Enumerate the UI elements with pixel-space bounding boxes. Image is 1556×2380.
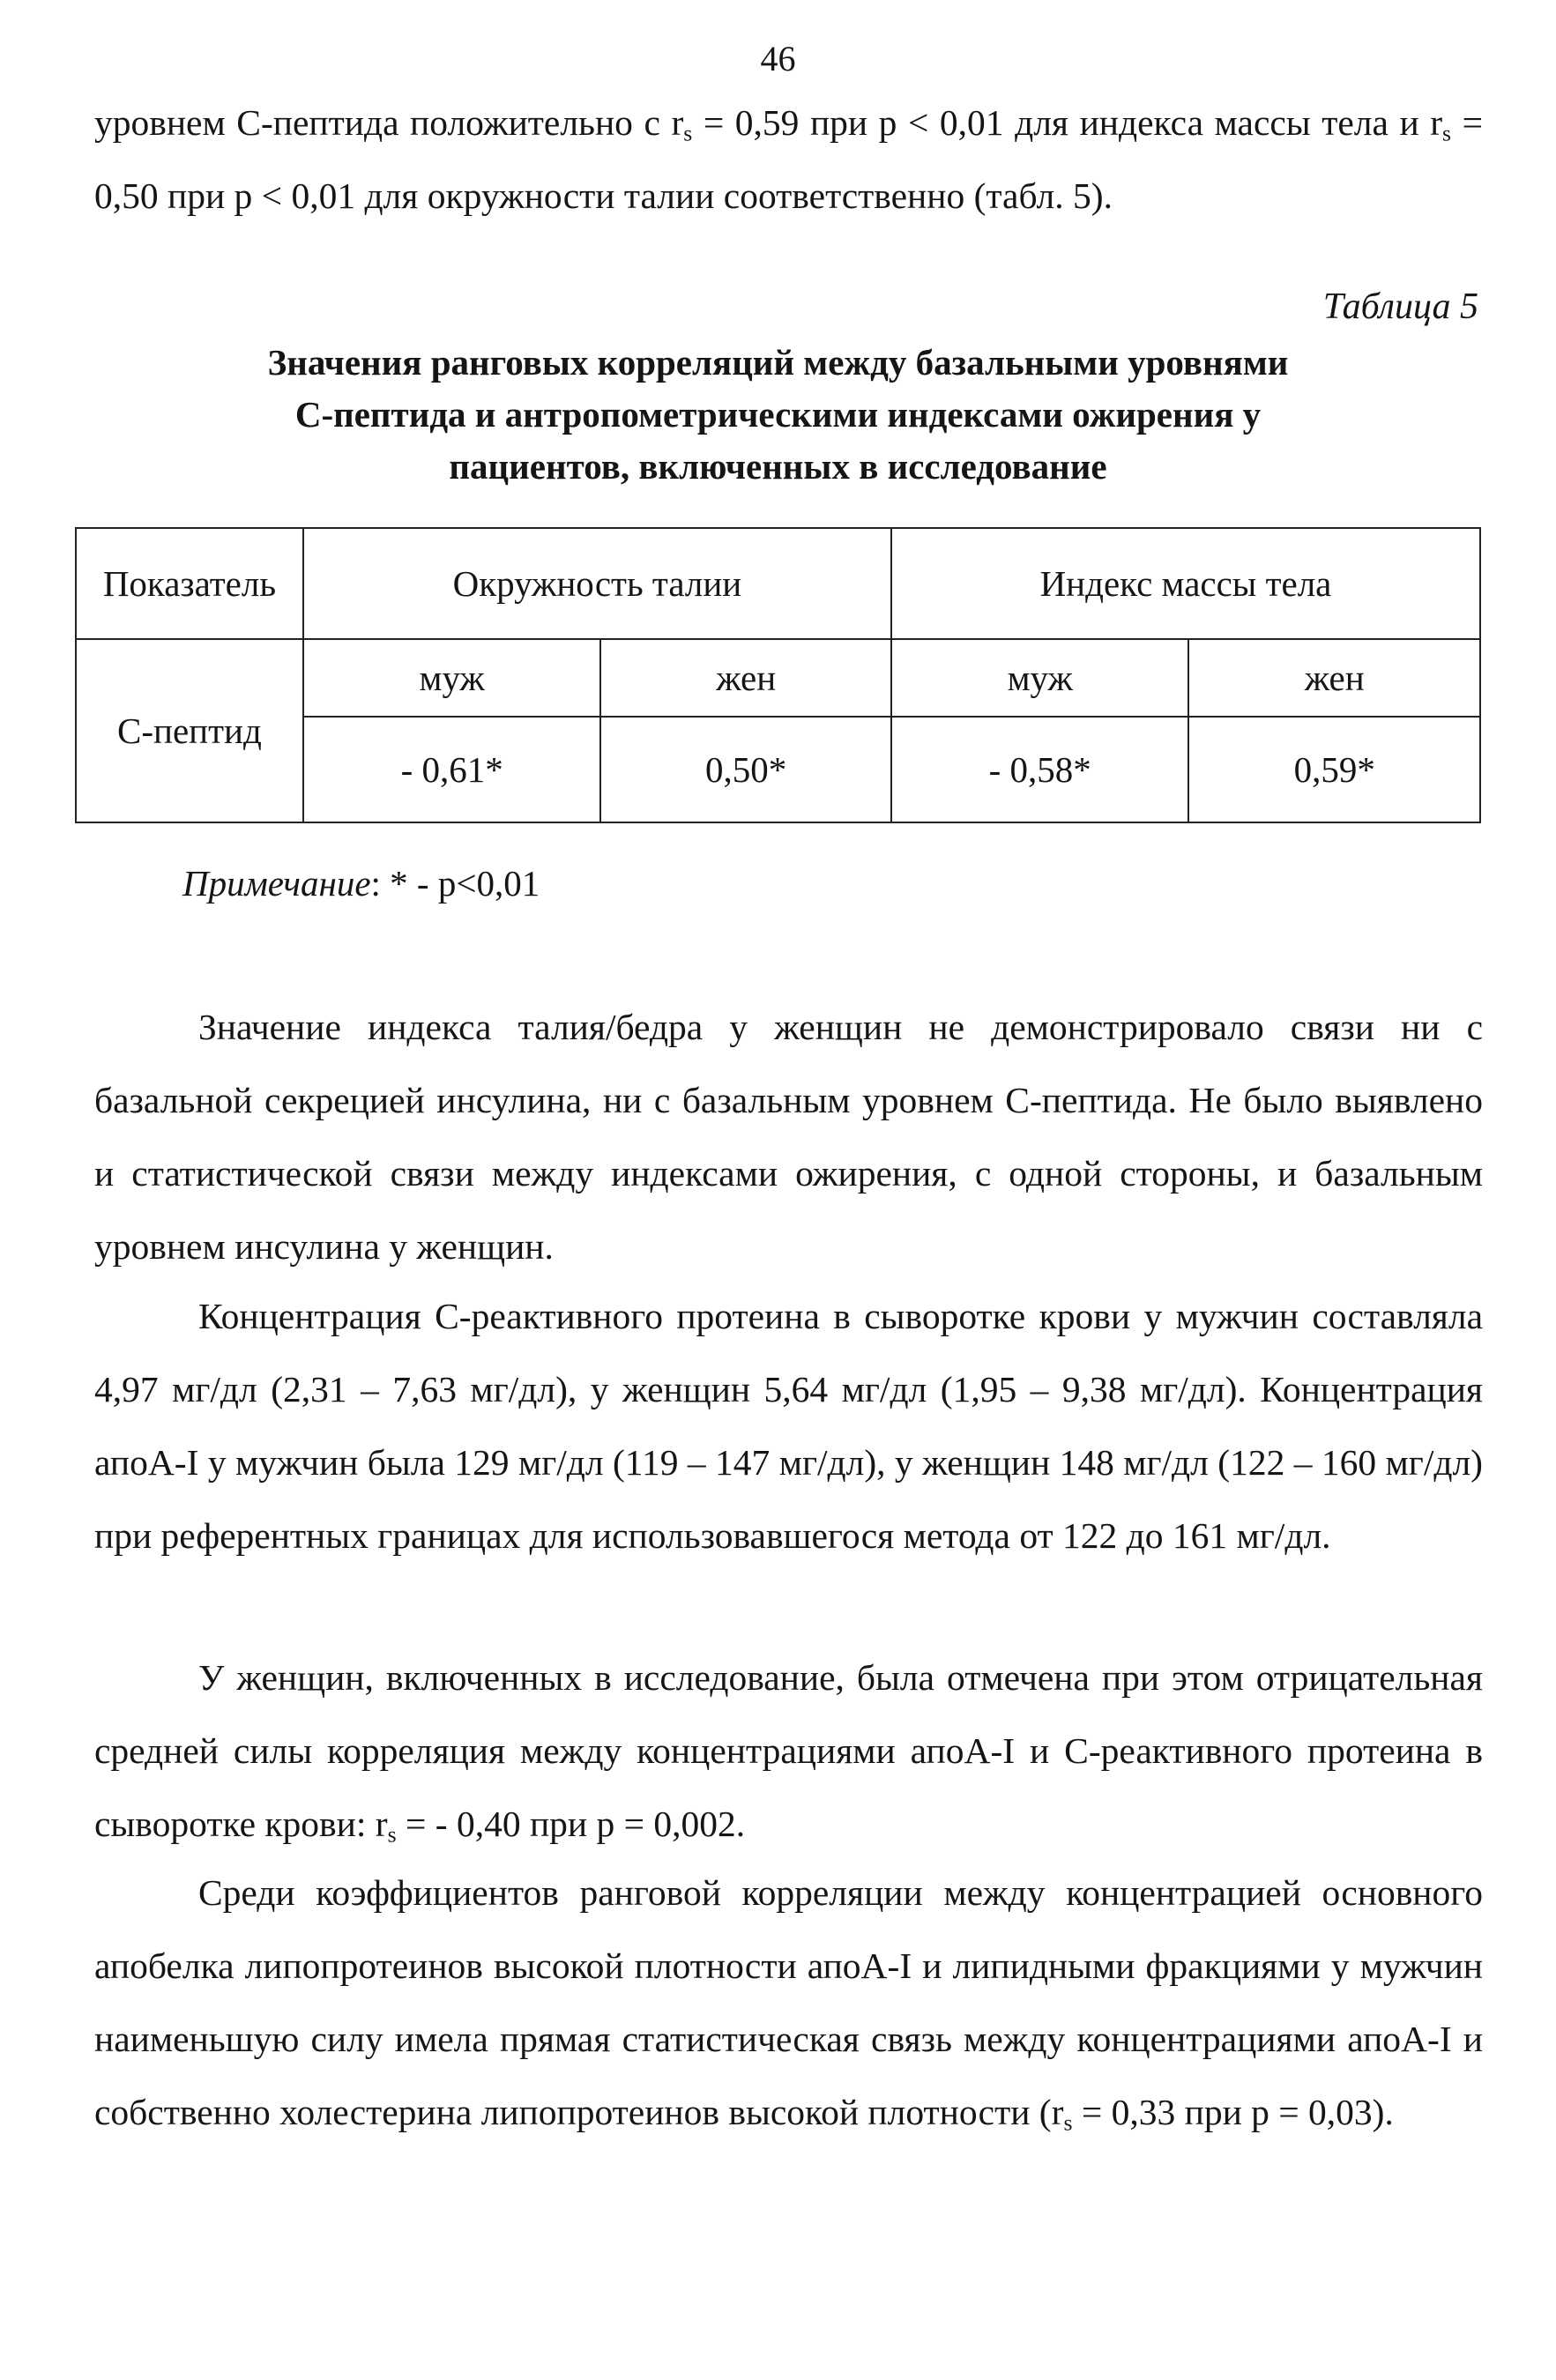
sex-label: муж <box>303 639 601 717</box>
subscript-s: s <box>387 1821 397 1848</box>
value-cell: 0,50* <box>600 717 891 822</box>
header-bmi: Индекс массы тела <box>891 528 1480 639</box>
paragraph-4 <box>94 1856 1483 2149</box>
value-cell: - 0,58* <box>891 717 1189 822</box>
table-title-line: пациентов, включенных в исследование <box>449 446 1107 487</box>
intro-text-1: уровнем С-пептида положительно с r <box>94 102 684 143</box>
paragraph-3-text: У женщин, включенных в исследование, была отмечена при этом отрицательная средней силы корреляция между концентрациями апоА-I и С-реактивного протеина в сыворотке крови: r <box>94 1657 1483 1844</box>
note-label: Примечание <box>182 863 371 904</box>
sex-label: жен <box>600 639 891 717</box>
intro-text-3: = 0,50 при p < 0,01 для окружности талии соответственно (табл. 5). <box>94 102 1484 216</box>
row-label-c-peptide: С-пептид <box>76 639 303 822</box>
table-title <box>0 337 1556 493</box>
subscript-s: s <box>683 120 693 146</box>
table-note <box>182 857 540 910</box>
header-indicator: Показатель <box>76 528 303 639</box>
value-cell: - 0,61* <box>303 717 601 822</box>
table-caption: Таблица 5 <box>1322 286 1478 327</box>
paragraph-3-text-end: = - 0,40 при p = 0,002. <box>396 1804 746 1844</box>
correlation-table <box>75 527 1481 823</box>
paragraph-4-text: Среди коэффициентов ранговой корреляции между концентрацией основного апобелка липопротеинов высокой плотности апоА-I и липидными фракциями у мужчин наименьшую силу имела прямая статистическая связь между концентрациями апоА-I и собственно холестерина липопротеинов высокой плотности (r <box>94 1872 1483 2132</box>
header-waist: Окружность талии <box>303 528 891 639</box>
table-title-line: Значения ранговых корреляций между базальными уровнями <box>267 342 1289 383</box>
sex-label: жен <box>1188 639 1480 717</box>
paragraph-1: Значение индекса талия/бедра у женщин не демонстрировало связи ни с базальной секрецией инсулина, ни с базальным уровнем С-пептида. Не было выявлено и статистической связи между индексами ожирения, с одной стороны, и базальным уровнем инсулина у женщин. <box>94 1007 1483 1267</box>
table-sex-row <box>76 639 1480 717</box>
note-text: : * - p<0,01 <box>370 863 540 904</box>
paragraph-3 <box>94 1641 1483 1861</box>
sex-label: муж <box>891 639 1189 717</box>
intro-paragraph <box>94 86 1483 233</box>
table-title-line: С-пептида и антропометрическими индексами ожирения у <box>294 394 1262 435</box>
table-header-row <box>76 528 1480 639</box>
page-number: 46 <box>760 39 796 78</box>
intro-text-2: = 0,59 при p < 0,01 для индекса массы тела и r <box>692 102 1443 143</box>
paragraph-4-text-end: = 0,33 при p = 0,03). <box>1072 2092 1394 2132</box>
paragraph-2: Концентрация С-реактивного протеина в сыворотке крови у мужчин составляла 4,97 мг/дл (2,31 – 7,63 мг/дл), у женщин 5,64 мг/дл (1,95 – 9,38 мг/дл). Концентрация апоА-I у мужчин была 129 мг/дл (119 – 147 мг/дл), у женщин 148 мг/дл (122 – 160 мг/дл) при референтных границах для использовавшегося метода от 122 до 161 мг/дл. <box>94 1296 1483 1556</box>
subscript-s: s <box>1442 120 1452 146</box>
subscript-s: s <box>1063 2109 1073 2136</box>
value-cell: 0,59* <box>1188 717 1480 822</box>
